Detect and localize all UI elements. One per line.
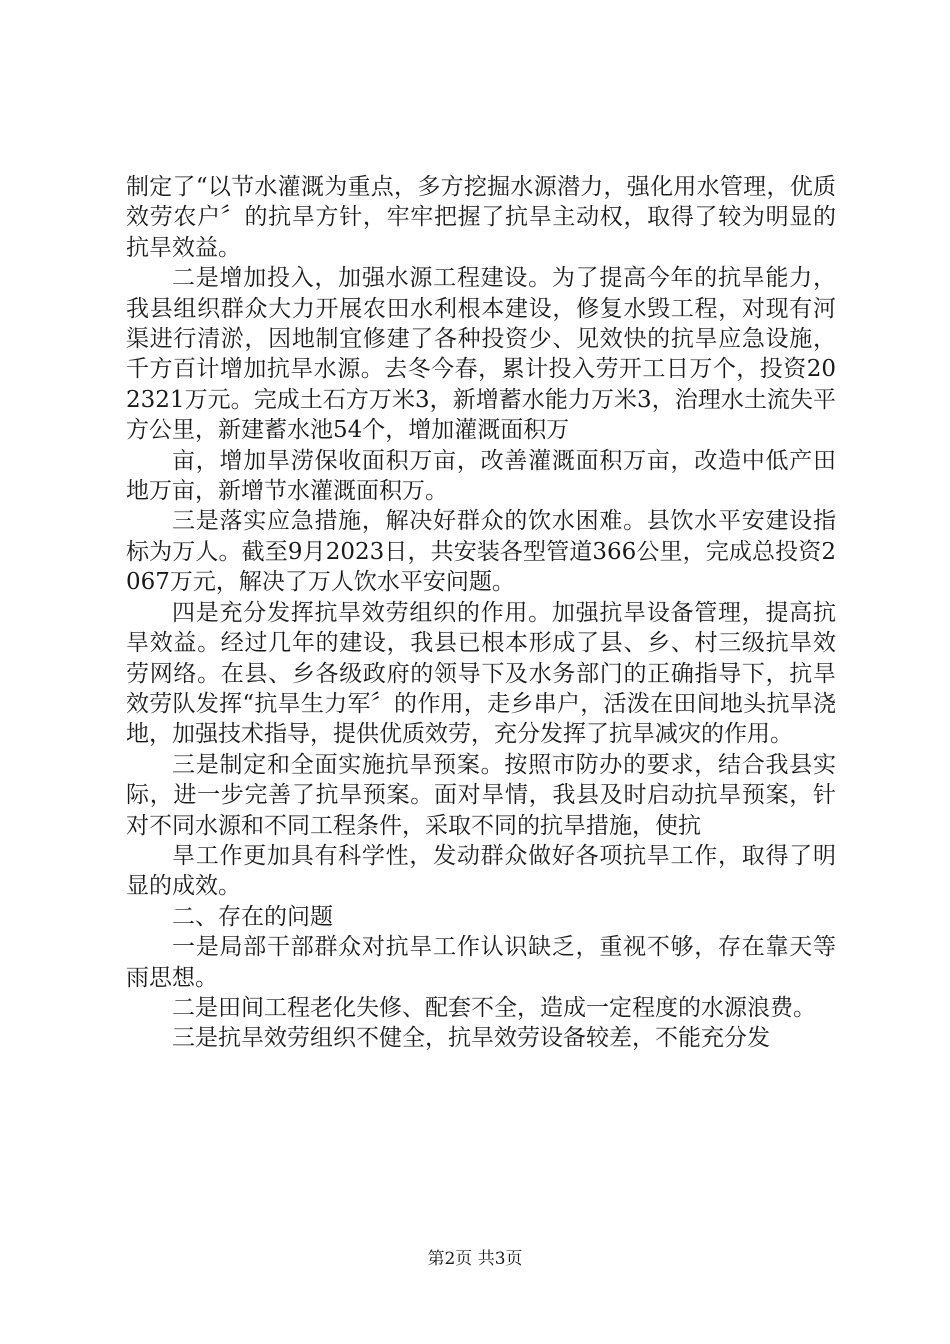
page-footer: 第2页 共3页 xyxy=(427,1249,523,1269)
paragraph-9: 一是局部干部群众对抗旱工作认识缺乏，重视不够，存在靠天等雨思想。 xyxy=(126,934,836,991)
paragraph-2: 二是增加投入，加强水源工程建设。为了提高今年的抗旱能力，我县组织群众大力开展农田水利根本建设，修复水毁工程，对现有河渠进行清淤，因地制宜修建了各种投资少、见效快的抗旱应急设施，千方百计增加抗旱水源。去冬今春，累计投入劳开工日万个，投资202321万元。完成土石方万米3，新增蓄水能力万米3，治理水土流失平方公里，新建蓄水池54个，增加灌溉面积万 xyxy=(126,265,836,444)
paragraph-3: 亩，增加旱涝保收面积万亩，改善灌溉面积万亩，改造中低产田地万亩，新增节水灌溉面积万。 xyxy=(126,447,836,505)
paragraph-11: 三是抗旱效劳组织不健全，抗旱效劳设备较差，不能充分发 xyxy=(172,1025,770,1052)
paragraph-5: 四是充分发挥抗旱效劳组织的作用。加强抗旱设备管理，提高抗旱效益。经过几年的建设，我县已根本形成了县、乡、村三级抗旱效劳网络。在县、乡各级政府的领导下及水务部门的正确指导下，抗旱效劳队发挥“抗旱生力军〞的作用，走乡串户，活泼在田间地头抗旱浇地，加强技术指导，提供优质效劳，充分发挥了抗旱减灾的作用。 xyxy=(126,599,836,748)
paragraph-10: 二是田间工程老化失修、配套不全，造成一定程度的水源浪费。 xyxy=(172,994,816,1021)
section-heading: 二、存在的问题 xyxy=(172,903,333,930)
paragraph-7: 旱工作更加具有科学性，发动群众做好各项抗旱工作，取得了明显的成效。 xyxy=(126,842,836,900)
document-body xyxy=(126,172,836,1054)
paragraph-1: 制定了“以节水灌溉为重点，多方挖掘水源潜力，强化用水管理，优质效劳农户〞的抗旱方针，牢牢把握了抗旱主动权，取得了较为明显的抗旱效益。 xyxy=(126,174,836,261)
paragraph-4: 三是落实应急措施，解决好群众的饮水困难。县饮水平安建设指标为万人。截至9月2023日，共安装各型管道366公里，完成总投资2067万元，解决了万人饮水平安问题。 xyxy=(126,508,836,596)
paragraph-6: 三是制定和全面实施抗旱预案。按照市防办的要求，结合我县实际，进一步完善了抗旱预案。面对旱情，我县及时启动抗旱预案，针对不同水源和不同工程条件，采取不同的抗旱措施，使抗 xyxy=(126,751,836,839)
